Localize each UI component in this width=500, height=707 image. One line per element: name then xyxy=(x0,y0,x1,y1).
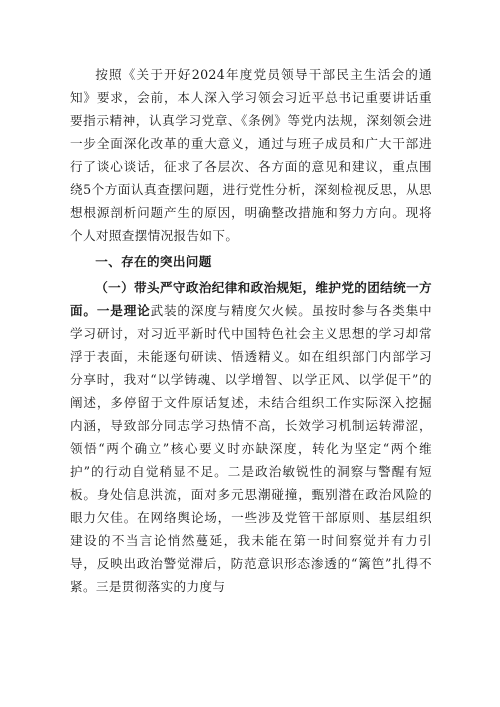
paragraph-text: 武装的深度与精度欠火候。虽按时参与各类集中学习研讨，对习近平新时代中国特色社会主义思想的学习却常浮于表面，未能逐句研读、悟透精义。如在组织部门内部学习分享时，我对“以学铸魂、以学增智、以学正风、以学促干”的阐述，多停留于文件原话复述，未结合组织工作实际深入挖掘内涵，导致部分同志学习热情不高，长效学习机制运转滞涩，领悟“两个确立”核心要义时亦缺深度，转化为坚定“两个维护”的行动自觉稍显不足。二是政治敏锐性的洞察与警醒有短板。身处信息洪流，面对多元思潮碰撞，甄别潜在政治风险的眼力欠佳。在网络舆论场，一些涉及党管干部原则、基层组织建设的不当言论悄然蔓延，我未能在第一时间察觉并有力引导，反映出政治警觉滞后，防范意识形态渗透的“篱笆”扎得不紧。三是贯彻落实的力度与 xyxy=(70,303,432,594)
intro-paragraph: 按照《关于开好2024年度党员领导干部民主生活会的通知》要求，会前，本人深入学习领会习近平总书记重要讲话重要指示精神，认真学习党章、《条例》等党内法规，深刻领会进一步全面深化改革的重大意义，通过与班子成员和广大干部进行了谈心谈话，征求了各层次、各方面的意见和建议，重点围绕5个方面认真查摆问题，进行党性分析，深刻检视反思，从思想根源剖析问题产生的原因，明确整改措施和努力方向。现将个人对照查摆情况报告如下。 xyxy=(70,67,432,243)
subsection-heading: （一）带头严守政治纪律和政治规矩，维护党的团结统一方面。 xyxy=(70,280,432,318)
point-lead: 一是理论 xyxy=(96,303,151,318)
body-paragraph xyxy=(70,276,432,598)
section-heading: 一、存在的突出问题 xyxy=(95,254,212,269)
document-body xyxy=(70,63,432,598)
